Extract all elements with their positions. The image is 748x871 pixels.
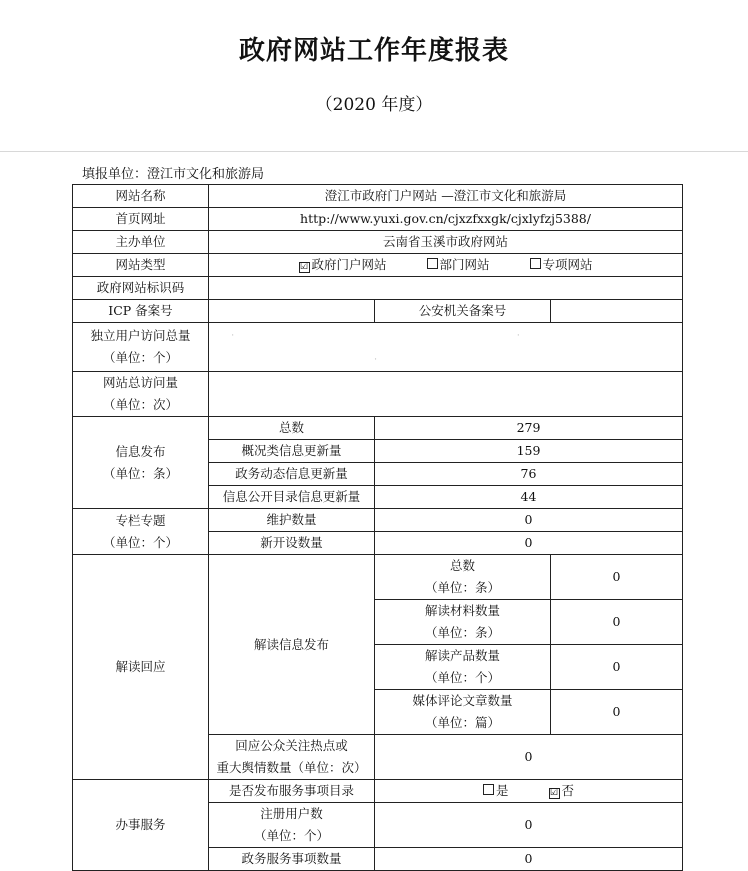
checkbox-empty-icon: [427, 258, 438, 269]
column-maintain-label: 维护数量: [209, 509, 375, 532]
service-catalog-options: [375, 780, 683, 803]
column-topic-title: 专栏专题: [115, 512, 166, 528]
info-overview-value: 159: [375, 440, 683, 463]
column-topic-unit: （单位：个）: [102, 534, 178, 550]
unique-visits-title: 独立用户访问总量: [90, 328, 191, 343]
info-catalog-label: 信息公开目录信息更新量: [209, 486, 375, 509]
type-option-special: [530, 254, 593, 276]
site-id-code-value: [209, 277, 683, 300]
table-row: [73, 208, 683, 231]
table-row: [73, 254, 683, 277]
interpret-product-label: [375, 645, 551, 690]
host-unit-label: 主办单位: [73, 231, 209, 254]
divider: [0, 151, 748, 152]
unique-visits-value: [209, 323, 683, 372]
site-name-label: 网站名称: [73, 185, 209, 208]
service-label: 办事服务: [73, 780, 209, 871]
info-catalog-value: 44: [375, 486, 683, 509]
table-row: [73, 277, 683, 300]
interpret-media-value: 0: [551, 690, 683, 735]
total-visits-unit: （单位：次）: [102, 397, 178, 412]
unique-visits-label: [73, 323, 209, 372]
interpret-total-title: 总数: [449, 558, 475, 573]
interpret-total-value: 0: [551, 555, 683, 600]
table-row: [73, 300, 683, 323]
registered-users-title: 注册用户数: [260, 806, 323, 821]
hotspot-response-value: 0: [375, 735, 683, 780]
site-type-options: [209, 254, 683, 277]
checkbox-empty-icon: [530, 258, 541, 269]
homepage-url-label: 首页网址: [73, 208, 209, 231]
hotspot-response-label: [209, 735, 375, 780]
site-name-value: 澄江市政府门户网站 —澄江市文化和旅游局: [209, 185, 683, 208]
hotspot-response-title: 回应公众关注热点或: [235, 738, 348, 753]
table-row: [73, 185, 683, 208]
info-total-label: 总数: [209, 417, 375, 440]
info-dynamics-label: 政务动态信息更新量: [209, 463, 375, 486]
interpret-material-label: [375, 600, 551, 645]
total-visits-value: [209, 372, 683, 417]
service-items-value: 0: [375, 848, 683, 871]
page-title: 政府网站工作年度报表: [238, 36, 509, 66]
table-row: [73, 231, 683, 254]
interpret-material-title: 解读材料数量: [424, 603, 500, 618]
interpret-product-title: 解读产品数量: [424, 648, 500, 663]
option-no: [549, 780, 575, 802]
table-row: [73, 372, 683, 417]
table-row: [73, 780, 683, 803]
option-label: 专项网站: [542, 257, 593, 272]
type-option-department: [427, 254, 490, 276]
hotspot-response-unit: 重大舆情数量（单位：次）: [216, 760, 367, 775]
info-publish-title: 信息发布: [115, 443, 166, 459]
service-catalog-label: 是否发布服务事项目录: [209, 780, 375, 803]
interpret-publish-label: 解读信息发布: [209, 555, 375, 735]
unique-visits-unit: （单位：个）: [102, 350, 178, 365]
info-overview-label: 概况类信息更新量: [209, 440, 375, 463]
service-items-label: 政务服务事项数量: [209, 848, 375, 871]
option-label: 政府门户网站: [311, 257, 387, 272]
registered-users-label: [209, 803, 375, 848]
icp-value: [209, 300, 375, 323]
column-new-label: 新开设数量: [209, 532, 375, 555]
interpret-response-label: 解读回应: [73, 555, 209, 780]
faint-marks: · · ·: [231, 331, 660, 365]
interpret-material-value: 0: [551, 600, 683, 645]
site-type-label: 网站类型: [73, 254, 209, 277]
page-subtitle: （2020 年度）: [315, 95, 433, 115]
column-topic-label: [73, 509, 209, 555]
interpret-material-unit: （单位：条）: [424, 625, 500, 640]
total-visits-title: 网站总访问量: [102, 375, 178, 390]
checkbox-empty-icon: [483, 784, 494, 795]
option-label: 部门网站: [439, 257, 490, 272]
registered-users-value: 0: [375, 803, 683, 848]
filling-unit: 填报单位：澄江市文化和旅游局: [82, 167, 265, 182]
info-total-value: 279: [375, 417, 683, 440]
police-record-value: [551, 300, 683, 323]
interpret-media-label: [375, 690, 551, 735]
column-new-value: 0: [375, 532, 683, 555]
report-table: [72, 184, 683, 871]
homepage-url-value: http://www.yuxi.gov.cn/cjxzfxxgk/cjxlyfzj5388/: [209, 208, 683, 231]
option-label: 是: [496, 783, 509, 798]
table-row: [73, 323, 683, 372]
checkbox-checked-icon: ☑: [299, 262, 309, 272]
interpret-total-unit: （单位：条）: [424, 580, 500, 595]
type-option-portal: [299, 254, 387, 276]
registered-users-unit: （单位：个）: [253, 828, 329, 843]
interpret-media-title: 媒体评论文章数量: [412, 693, 513, 708]
info-publish-unit: （单位：条）: [102, 465, 178, 481]
host-unit-value: 云南省玉溪市政府网站: [209, 231, 683, 254]
total-visits-label: [73, 372, 209, 417]
info-publish-label: [73, 417, 209, 509]
table-row: [73, 555, 683, 600]
info-dynamics-value: 76: [375, 463, 683, 486]
interpret-total-label: [375, 555, 551, 600]
site-id-code-label: 政府网站标识码: [73, 277, 209, 300]
interpret-media-unit: （单位：篇）: [424, 715, 500, 730]
option-yes: [483, 780, 509, 802]
interpret-product-value: 0: [551, 645, 683, 690]
checkbox-checked-icon: ☑: [549, 788, 559, 798]
column-maintain-value: 0: [375, 509, 683, 532]
table-row: [73, 417, 683, 440]
option-label: 否: [561, 783, 575, 798]
icp-label: ICP 备案号: [73, 300, 209, 323]
interpret-product-unit: （单位：个）: [424, 670, 500, 685]
table-row: [73, 509, 683, 532]
police-record-label: 公安机关备案号: [375, 300, 551, 323]
